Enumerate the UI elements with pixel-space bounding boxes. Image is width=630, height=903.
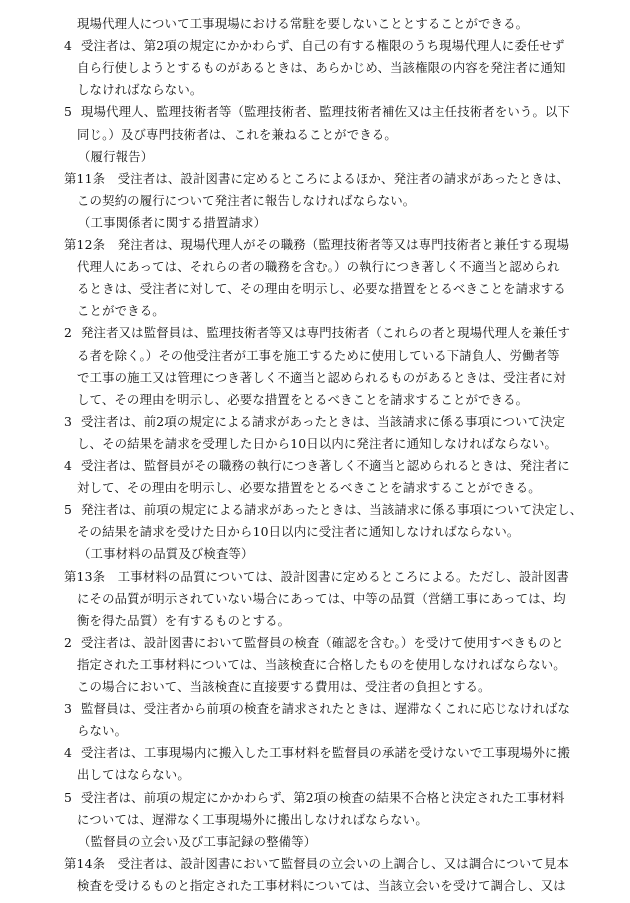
- text-line: [0, 764, 630, 786]
- text-line: [0, 35, 630, 57]
- text-line: [0, 411, 630, 433]
- line-text: この場合において、当該検査に直接要する費用は、受注者の負担とする。: [77, 679, 491, 694]
- item-number: 4: [64, 745, 73, 761]
- line-text: 衡を得た品質）を有するものとする。: [77, 612, 291, 628]
- text-line: [0, 234, 630, 256]
- text-line: [0, 521, 630, 543]
- line-text: して、その理由を明示し、必要な措置をとるべきことを請求することができる。: [77, 391, 529, 407]
- item-number: 5: [64, 502, 73, 518]
- line-text: 現場代理人について工事現場における常駐を要しないこととすることができる。: [77, 16, 529, 31]
- item-number: 5: [64, 789, 73, 805]
- article-spacer: [105, 856, 118, 871]
- line-text: ことができる。: [77, 303, 165, 319]
- article-number: 第13条: [64, 568, 106, 584]
- article-spacer: [105, 569, 118, 584]
- item-number: 2: [64, 325, 73, 341]
- line-text: この契約の履行について発注者に報告しなければならない。: [77, 192, 416, 208]
- text-line: [0, 588, 630, 610]
- text-line: [0, 566, 630, 588]
- line-text: しなければならない。: [77, 82, 203, 98]
- item-number: 5: [64, 104, 73, 120]
- line-text: 受注者は、設計図書において監督員の検査（確認を含む。）を受けて使用すべきものと: [81, 634, 564, 650]
- line-text: 工事材料の品質については、設計図書に定めるところによる。ただし、設計図書: [117, 568, 569, 584]
- text-line: [0, 124, 630, 146]
- line-text: 受注者は、第2項の規定にかかわらず、自己の有する権限のうち現場代理人に委任せず: [81, 38, 565, 54]
- text-line: [0, 499, 630, 521]
- text-line: [0, 190, 630, 212]
- text-line: [0, 809, 630, 831]
- line-text: 指定された工事材料については、当該検査に合格したものを使用しなければならない。: [77, 656, 566, 672]
- text-line: [0, 875, 630, 897]
- text-line: [0, 345, 630, 367]
- line-text: については、遅滞なく工事現場外に搬出しなければならない。: [77, 811, 428, 827]
- line-text: で工事の施工又は管理につき著しく不適当と認められるものがあるときは、受注者に対: [77, 369, 566, 385]
- text-line: [0, 300, 630, 322]
- section-caption: （工事材料の品質及び検査等）: [78, 546, 254, 562]
- line-text: 受注者は、設計図書において監督員の立会いの上調合し、又は調合について見本: [117, 855, 569, 871]
- line-text: 出してはならない。: [77, 767, 190, 783]
- section-caption: （監督員の立会い及び工事記録の整備等）: [78, 833, 317, 849]
- text-line: [0, 101, 630, 123]
- line-text: るときは、受注者に対して、その理由を明示し、必要な措置をとるべきことを請求する: [77, 281, 566, 297]
- article-spacer: [105, 237, 118, 252]
- item-number: 3: [64, 413, 73, 429]
- text-line: [0, 168, 630, 190]
- line-text: 受注者は、工事現場内に搬入した工事材料を監督員の承諾を受けないで工事現場外に搬: [81, 745, 571, 761]
- text-line: [0, 455, 630, 477]
- text-line: [0, 278, 630, 300]
- line-text: その結果を請求を受けた日から10日以内に受注者に通知しなければならない。: [77, 524, 520, 540]
- line-text: 自ら行使しようとするものがあるときは、あらかじめ、当該権限の内容を発注者に通知: [77, 60, 566, 76]
- item-number: 3: [64, 701, 73, 717]
- text-line: [0, 13, 630, 35]
- text-line: [0, 698, 630, 720]
- text-line: [0, 742, 630, 764]
- text-line: [0, 831, 630, 853]
- line-text: 同じ。）及び専門技術者は、これを兼ねることができる。: [77, 126, 397, 142]
- text-line: [0, 720, 630, 742]
- text-line: [0, 477, 630, 499]
- article-number: 第12条: [64, 237, 106, 252]
- text-line: [0, 57, 630, 79]
- line-text: 検査を受けるものと指定された工事材料については、当該立会いを受けて調合し、又は: [77, 877, 566, 893]
- line-text: る者を除く。）その他受注者が工事を施工するために使用している下請負人、労働者等: [77, 347, 560, 363]
- text-line: [0, 632, 630, 654]
- line-text: 発注者又は監督員は、監理技術者等又は専門技術者（これらの者と現場代理人を兼任す: [81, 325, 571, 341]
- text-line: [0, 610, 630, 632]
- line-text: 受注者は、監督員がその職務の執行につき著しく不適当と認められるときは、発注者に: [81, 458, 570, 473]
- text-line: [0, 367, 630, 389]
- line-text: 発注者は、現場代理人がその職務（監理技術者等又は専門技術者と兼任する現場: [117, 237, 570, 252]
- article-number: 第14条: [64, 855, 106, 871]
- text-line: [0, 212, 630, 234]
- text-line: [0, 654, 630, 676]
- text-line: [0, 389, 630, 411]
- line-text: 監督員は、受注者から前項の検査を請求されたときは、遅滞なくこれに応じなければな: [81, 701, 571, 717]
- line-text: 受注者は、前2項の規定による請求があったときは、当該請求に係る事項について決定: [81, 413, 566, 429]
- article-number: 第11条: [64, 170, 106, 186]
- text-line: [0, 256, 630, 278]
- line-text: 現場代理人、監理技術者等（監理技術者、監理技術者補佐又は主任技術者をいう。以下: [81, 104, 571, 120]
- text-line: [0, 543, 630, 565]
- line-text: 受注者は、設計図書に定めるところによるほか、発注者の請求があったときは、: [117, 170, 570, 186]
- item-number: 2: [64, 634, 73, 650]
- article-spacer: [105, 171, 118, 186]
- text-line: [0, 433, 630, 455]
- item-number: 4: [64, 458, 73, 473]
- section-caption: （履行報告）: [78, 148, 154, 164]
- line-text: 対して、その理由を明示し、必要な措置をとるべきことを請求することができる。: [77, 480, 541, 496]
- line-text: し、その結果を請求を受理した日から10日以内に発注者に通知しなければならない。: [77, 435, 558, 451]
- line-text: 代理人にあっては、それらの者の職務を含む。）の執行につき著しく不適当と認められ: [77, 259, 560, 275]
- text-line: [0, 853, 630, 875]
- line-text: 受注者は、前項の規定にかかわらず、第2項の検査の結果不合格と決定された工事材料: [81, 789, 565, 805]
- line-text: にその品質が明示されていない場合にあっては、中等の品質（営繕工事にあっては、均: [77, 590, 566, 606]
- text-line: [0, 146, 630, 168]
- text-line: [0, 322, 630, 344]
- text-line: [0, 787, 630, 809]
- text-line: [0, 79, 630, 101]
- text-line: [0, 676, 630, 698]
- item-number: 4: [64, 38, 73, 54]
- section-caption: （工事関係者に関する措置請求）: [78, 214, 267, 230]
- line-text: 発注者は、前項の規定による請求があったときは、当該請求に係る事項について決定し、: [81, 502, 583, 518]
- line-text: らない。: [77, 723, 128, 739]
